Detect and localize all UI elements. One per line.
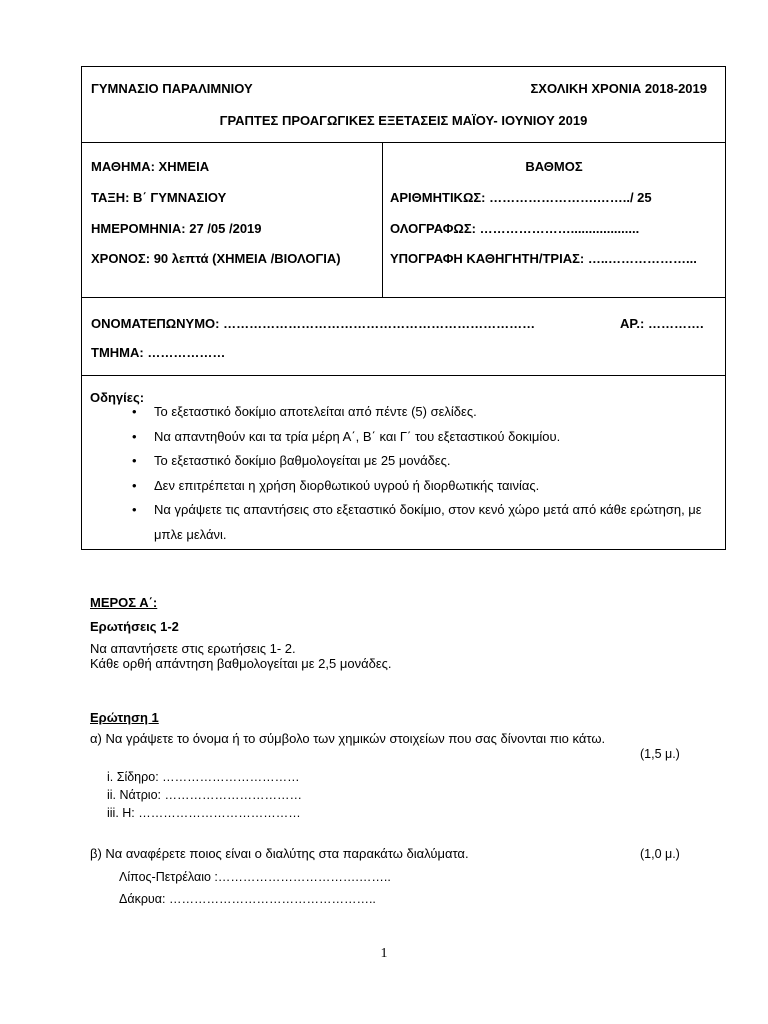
subject-field: ΜΑΘΗΜΑ: ΧΗΜΕΙΑ [91,159,210,174]
question1a-item: iii. H: ………………………………… [107,806,301,820]
question1b-points: (1,0 μ.) [640,847,680,861]
bullet-icon: • [132,428,137,444]
info-box [81,142,726,298]
grade-numeric-field: ΑΡΙΘΜΗΤΙΚΩΣ: …………………….……../ 25 [390,190,652,205]
grade-words-field: ΟΛΟΓΡΑΦΩΣ: …………………................... [390,221,640,236]
instructions-heading: Οδηγίες: [90,390,145,405]
instruction-item: • Δεν επιτρέπεται η χρήση διορθωτικού υγρού ή διορθωτικής ταινίας. [132,474,702,499]
teacher-signature-field: ΥΠΟΓΡΑΦΗ ΚΑΘΗΓΗΤΗ/ΤΡΙΑΣ: …..………………... [390,251,697,266]
question1b-text: β) Να αναφέρετε ποιος είναι ο διαλύτης στα παρακάτω διαλύματα. [90,846,469,861]
question1a-points: (1,5 μ.) [640,747,680,761]
question1b-item: Λίπος-Πετρέλαιο :…………………………….…….. [119,870,391,884]
part-a-subtitle: Ερωτήσεις 1-2 [90,619,179,634]
part-a-line1: Να απαντήσετε στις ερωτήσεις 1- 2. [90,641,296,656]
instruction-item: • Να γράψετε τις απαντήσεις στο εξεταστικό δοκίμιο, στον κενό χώρο μετά από κάθε ερώτηση, με μπλε μελάνι. [132,498,702,547]
bullet-icon: • [132,453,137,468]
student-name-field: ΟΝΟΜΑΤΕΠΩΝΥΜΟ: ……………………………………………………………… [91,316,536,331]
instructions-list [132,400,702,547]
page-number: 1 [380,946,388,961]
header-box [81,66,726,143]
student-number-field: ΑΡ.: …………. [620,316,704,331]
school-name: ΓΥΜΝΑΣΙΟ ΠΑΡΑΛΙΜΝΙΟΥ [91,81,253,96]
date-field: ΗΜΕΡΟΜΗΝΙΑ: 27 /05 /2019 [91,221,262,236]
question1-title: Ερώτηση 1 [90,710,159,725]
instruction-item: • Το εξεταστικό δοκίμιο βαθμολογείται με 25 μονάδες. [132,449,702,474]
bullet-icon: • [132,477,137,493]
part-a-title: ΜΕΡΟΣ Α΄: [90,595,158,610]
student-box [81,297,726,376]
question1a-text: α) Να γράψετε το όνομα ή το σύμβολο των χημικών στοιχείων που σας δίνονται πιο κάτω. [90,731,606,746]
instruction-item: • Να απαντηθούν και τα τρία μέρη Α΄, Β΄ και Γ΄ του εξεταστικού δοκιμίου. [132,425,702,450]
bullet-icon: • [132,502,137,517]
part-a-line2: Κάθε ορθή απάντηση βαθμολογείται με 2,5 μονάδες. [90,656,392,671]
duration-field: ΧΡΟΝΟΣ: 90 λεπτά (ΧΗΜΕΙΑ /ΒΙΟΛΟΓΙΑ) [91,251,341,266]
grade-heading: ΒΑΘΜΟΣ [525,159,583,174]
school-year: ΣΧΟΛΙΚΗ ΧΡΟΝΙΑ 2018-2019 [530,81,707,96]
question1a-item: ii. Νάτριο: …………………………… [107,788,302,802]
class-field: ΤΑΞΗ: Β΄ ΓΥΜΝΑΣΙΟΥ [91,190,227,205]
instructions-box [81,375,726,550]
instruction-item: • Το εξεταστικό δοκίμιο αποτελείται από πέντε (5) σελίδες. [132,400,702,425]
question1a-item: i. Σίδηρο: …………………………… [107,770,300,784]
question1b-item: Δάκρυα: ………………………………………….. [119,892,376,906]
student-section-field: ΤΜΗΜΑ: ……………… [91,345,226,360]
exam-title: ΓΡΑΠΤΕΣ ΠΡΟΑΓΩΓΙΚΕΣ ΕΞΕΤΑΣΕΙΣ ΜΑΪΟΥ- ΙΟΥΝΙΟΥ 2019 [219,113,588,128]
bullet-icon: • [132,404,137,419]
